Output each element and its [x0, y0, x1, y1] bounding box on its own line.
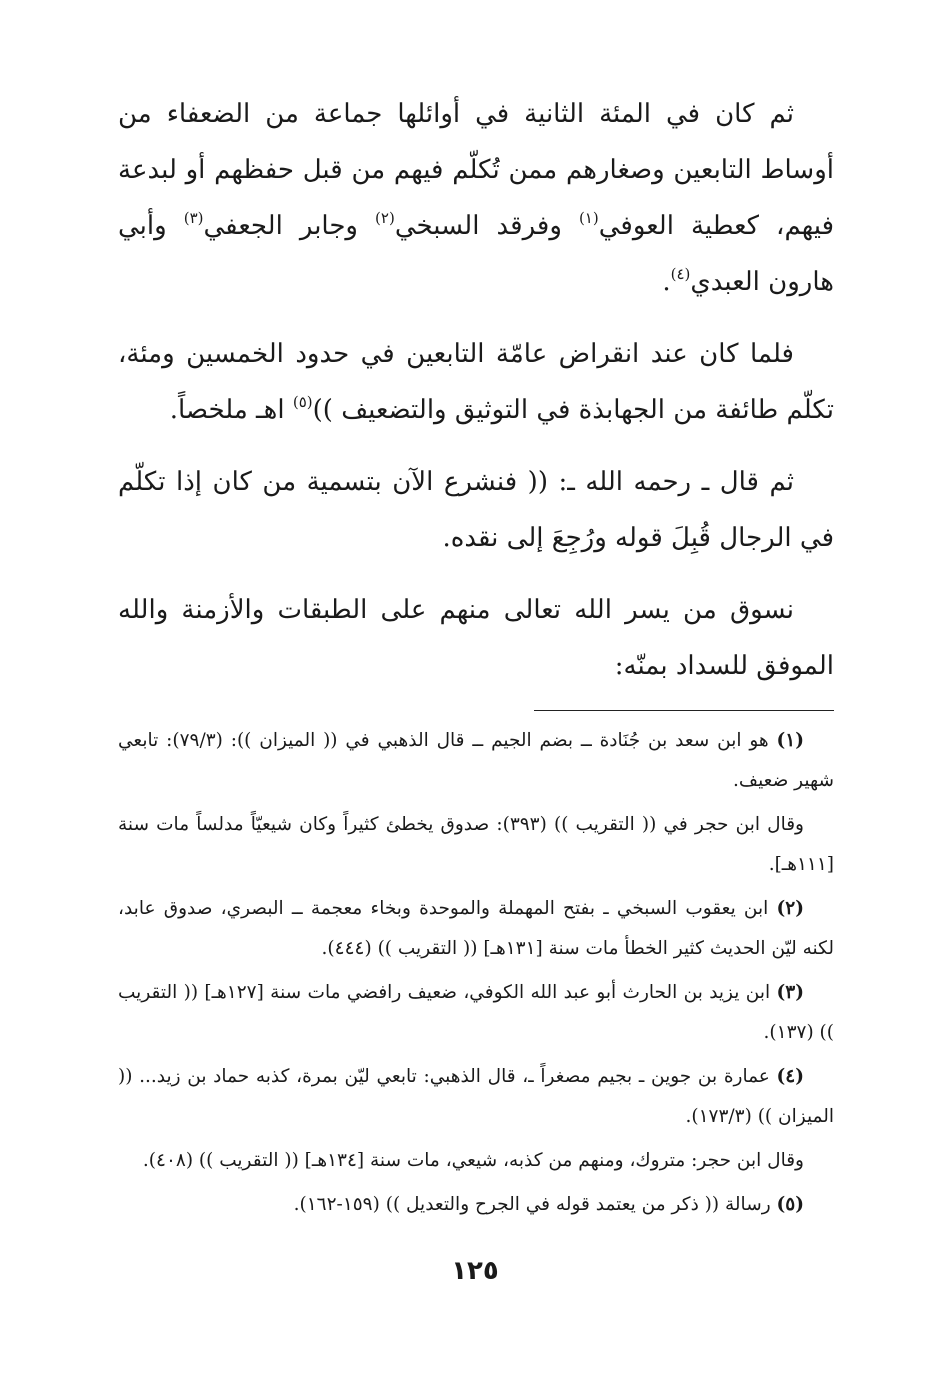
footnote-4: (٤) عمارة بن جوين ـ بجيم مصغراً ـ، قال الذهبي: تابعي ليّن بمرة، كذبه حماد بن زيد... (( الميزان )) (١٧٣/٣).	[118, 1066, 834, 1127]
footnote-ref-3[interactable]: (٣)	[183, 209, 204, 227]
footnote-number: (٥)	[776, 1194, 804, 1215]
footnote-ref-5[interactable]: (٥)	[292, 393, 313, 411]
page-number: ١٢٥	[451, 1256, 499, 1286]
footnote-2: (٢) ابن يعقوب السبخي ـ بفتح المهملة والموحدة وبخاء معجمة ــ البصري، صدوق عابد، لكنه ليّن الحديث كثير الخطأ مات سنة [١٣١هـ] (( التقريب )) (٤٤٤).	[118, 898, 834, 959]
footnote-number: (٣)	[776, 982, 804, 1003]
footnote-1: (١) هو ابن سعد بن جُنَادة ــ بضم الجيم ــ قال الذهبي في (( الميزان )): (٧٩/٣): تابعي شهير ضعيف.	[118, 730, 834, 791]
footnote-5: (٥) رسالة (( ذكر من يعتمد قوله في الجرح والتعديل )) (١٥٩-١٦٢).	[293, 1194, 804, 1215]
footnote-4-continued: وقال ابن حجر: متروك، ومنهم من كذبه، شيعي، مات سنة [١٣٤هـ] (( التقريب )) (٤٠٨).	[142, 1150, 804, 1171]
footnote-1-continued: وقال ابن حجر في (( التقريب )) (٣٩٣): صدوق يخطئ كثيراً وكان شيعيّاً مدلساً مات سنة [١١١هـ].	[118, 814, 834, 875]
paragraph-4: نسوق من يسر الله تعالى منهم على الطبقات والأزمنة والله الموفق للسداد بمنّه:	[118, 595, 834, 681]
footnote-number: (١)	[776, 730, 804, 751]
footnote-number: (٤)	[776, 1066, 804, 1087]
page-content	[118, 86, 834, 1229]
footnote-ref-4[interactable]: (٤)	[670, 265, 691, 283]
footnote-number: (٢)	[776, 898, 804, 919]
footnote-3: (٣) ابن يزيد بن الحارث أبو عبد الله الكوفي، ضعيف رافضي مات سنة [١٢٧هـ] (( التقريب )) (١٣٧).	[118, 982, 834, 1043]
footnote-ref-1[interactable]: (١)	[578, 209, 599, 227]
main-text	[118, 86, 834, 694]
footnotes	[118, 721, 834, 1225]
paragraph-2: فلما كان عند انقراض عامّة التابعين في حدود الخمسين ومئة، تكلّم طائفة من الجهابذة في التوثيق والتضعيف ))$^{(٥)}$ اهـ ملخصاً.	[118, 339, 834, 425]
paragraph-1: ثم كان في المئة الثانية في أوائلها جماعة من الضعفاء من أوساط التابعين وصغارهم ممن تُكلّم فيهم من قبل حفظهم أو لبدعة فيهم، كعطية العوفي$^{(١)}$ وفرقد السبخي$^{(٢)}$ وجابر الجعفي$^{(٣)}$ وأبي هارون العبدي$^{(٤)}$.	[118, 99, 835, 297]
footnote-separator	[534, 710, 834, 711]
paragraph-3: ثم قال ـ رحمه الله ـ: (( فنشرع الآن بتسمية من كان إذا تكلّم في الرجال قُبِلَ قوله ورُجِعَ إلى نقده.	[118, 467, 834, 553]
footnote-ref-2[interactable]: (٢)	[375, 209, 395, 227]
